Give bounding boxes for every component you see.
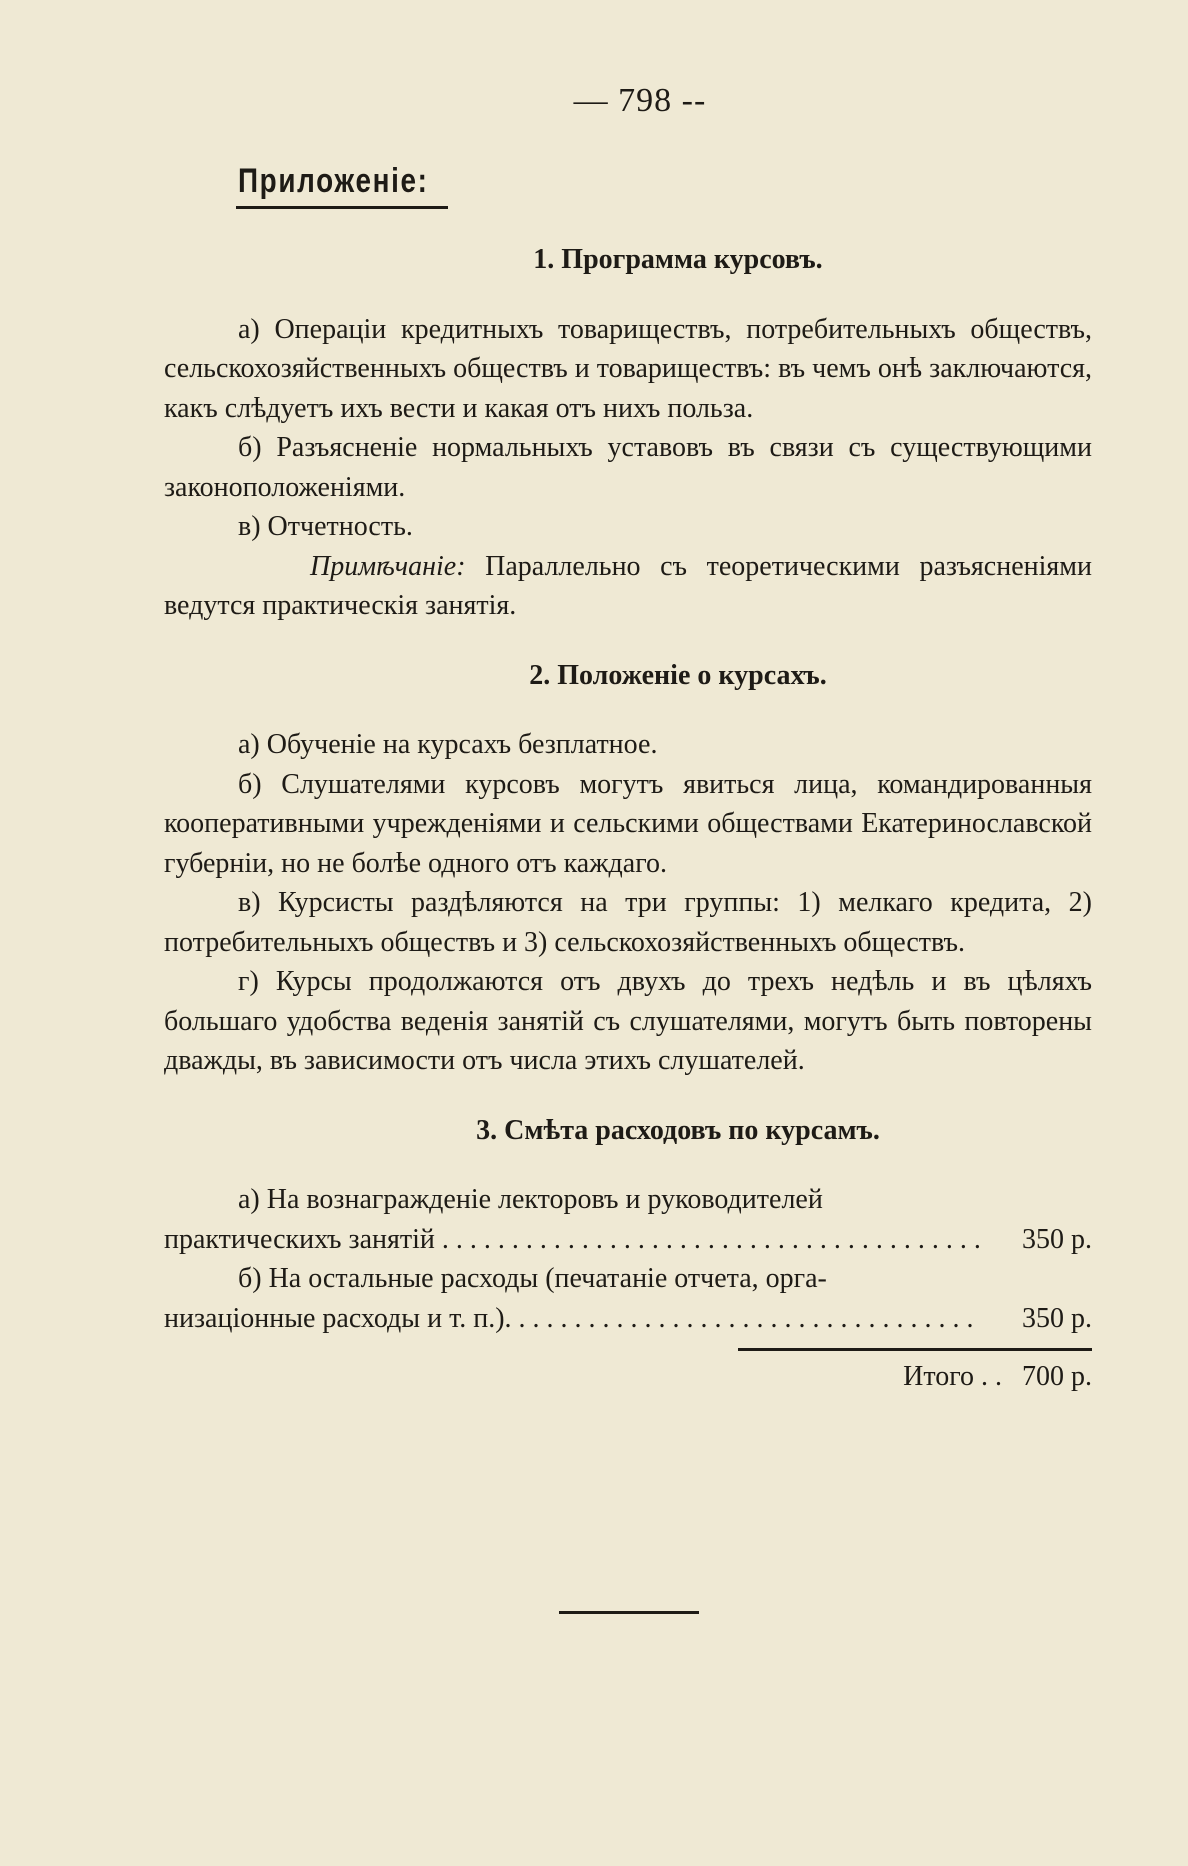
- page-number: — 798 --: [573, 82, 707, 119]
- budget-item-desc: низацiонные расходы и т. п.). . . .: [164, 1299, 982, 1339]
- paragraph: г) Курсы продолжаются отъ двухъ до трехъ недѣль и въ цѣляхъ большаго удобства веденiя занятiй съ слушателями, могутъ быть повторены дважды, въ зависимости отъ числа этихъ слушателей.: [164, 966, 1092, 1076]
- document-body: [164, 240, 1092, 1397]
- paragraph: б) Слушателями курсовъ могутъ явиться лица, командированныя кооперативными учрежденiями и сельскими обществами Екатеринославской губернiи, но не болѣе одного отъ каждаго.: [164, 768, 1092, 879]
- appendix-title: Приложенiе:: [238, 162, 429, 200]
- paragraph: б) Разъясненiе нормальныхъ уставовъ въ связи съ существующими законоположенiями.: [164, 432, 1092, 503]
- budget-item-line: а) На вознагражденiе лекторовъ и руководителей: [238, 1184, 823, 1215]
- note-paragraph: [164, 547, 1092, 626]
- total-amount: 700 р.: [1022, 1361, 1092, 1392]
- section-heading-program: 1. Программа курсовъ.: [533, 244, 823, 275]
- paragraph: а) Операцiи кредитныхъ товариществъ, потребительныхъ обществъ, сельскохозяйственныхъ обществъ и товариществъ: въ чемъ онѣ заключаются, какъ слѣдуетъ ихъ вести и какая отъ нихъ польза.: [164, 313, 1092, 424]
- paragraph: в) Отчетность.: [238, 511, 413, 542]
- budget-item-row: [164, 1299, 1092, 1339]
- note-text: Параллельно съ теоретическими разъясненiями ведутся практическiя занятiя.: [164, 550, 1092, 621]
- paragraph: в) Курсисты раздѣляются на три группы: 1) мелкаго кредита, 2) потребительныхъ обществъ и 3) сельскохозяйственныхъ обществъ.: [164, 887, 1092, 958]
- section-heading-regulations: 2. Положенiе о курсахъ.: [529, 659, 827, 691]
- end-rule: [559, 1611, 699, 1614]
- budget-item-amount: 350 р.: [1022, 1223, 1092, 1255]
- total-rule: [738, 1348, 1092, 1351]
- section-heading-budget: 3. Смѣта расходовъ по курсамъ.: [476, 1114, 880, 1146]
- total-row: [164, 1357, 1092, 1397]
- budget-item-row: [164, 1220, 1092, 1260]
- budget-item-amount: 350 р.: [1022, 1302, 1092, 1334]
- paragraph: а) Обученiе на курсахъ безплатное.: [238, 729, 658, 760]
- budget-item-line: б) На остальные расходы (печатанiе отчета, орга-: [238, 1263, 827, 1294]
- appendix-underline: [236, 206, 448, 209]
- budget-item-desc: практическихъ занятiй . . .: [164, 1220, 982, 1260]
- total-label: Итого . .: [903, 1361, 1002, 1392]
- budget-item: [164, 1259, 1092, 1338]
- note-label: Примѣчанiе:: [310, 550, 466, 582]
- budget-item: [164, 1180, 1092, 1259]
